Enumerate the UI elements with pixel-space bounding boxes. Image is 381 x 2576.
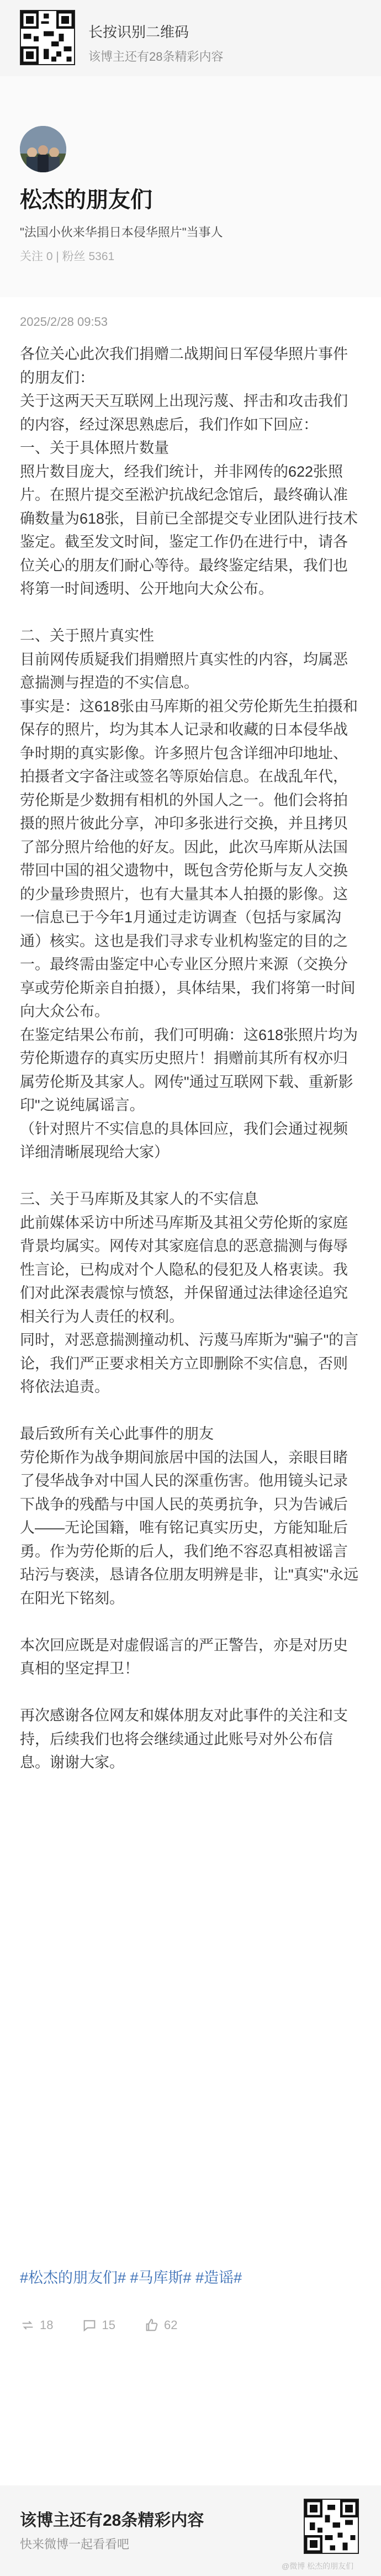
blank-line — [20, 1164, 361, 1188]
post-paragraph: 照片数目庞大，经我们统计，并非网传的622张照片。在照片提交至淞沪抗战纪念馆后，最终确认准确数量为618张，目前已全部提交专业团队进行技术鉴定。截至发文时间，鉴定工作仍在进行中，请各位关心的朋友们耐心等待。最终鉴定结果，我们也将第一时间透明、公开地向大众公布。 — [20, 463, 358, 597]
repost-button[interactable] — [20, 2318, 53, 2333]
blank-line — [20, 1399, 361, 1423]
post-paragraph: 二、关于照片真实性 — [20, 627, 154, 644]
post-date: 2025/2/28 09:53 — [20, 315, 108, 329]
post-paragraph: 事实是：这618张由马库斯的祖父劳伦斯先生拍摄和保存的照片，均为其本人记录和收藏的日本侵华战争时期的真实影像。许多照片包含详细冲印地址、拍摄者文字备注或签名等原始信息。在战乱年代，劳伦斯是少数拥有相机的外国人之一。他们会将拍摄的照片彼此分享，冲印多张进行交换，并且拷贝了部分照片给他的好友。因此，此次马库斯从法国带回中国的祖父遗物中，既包含劳伦斯与友人交换的少量珍贵照片，也有大量其本人拍摄的影像。这一信息已于今年1月通过走访调查（包括与家属沟通）核实。这也是我们寻求专业机构鉴定的目的之一。最终需由鉴定中心专业区分照片来源（交换分享或劳伦斯亲自拍摄），具体结果，我们将第一时间向大众公布。 — [20, 698, 358, 1020]
author-description: "法国小伙来华捐日本侵华照片"当事人 — [20, 225, 223, 239]
blank-line — [20, 1610, 361, 1634]
post-content — [20, 342, 361, 1775]
banner-subtitle: 该博主还有28条精彩内容 — [88, 50, 224, 64]
qr-code-icon[interactable] — [20, 10, 75, 65]
post-paragraph: 最后致所有关心此事件的朋友 — [20, 1426, 214, 1442]
post-paragraph: 关于这两天天互联网上出现污蔑、抨击和攻击我们的内容，经过深思熟虑后，我们作如下回应： — [20, 393, 348, 433]
post-paragraph: 再次感谢各位网友和媒体朋友对此事件的关注和支持，后续我们也将会继续通过此账号对外公布信息。谢谢大家。 — [20, 1707, 348, 1771]
repost-count: 18 — [40, 2318, 54, 2332]
like-button[interactable] — [144, 2318, 177, 2333]
qr-code-icon[interactable] — [304, 2499, 359, 2554]
comment-count: 15 — [102, 2318, 115, 2332]
bottom-banner-subtitle: 快来微博一起看看吧 — [20, 2537, 130, 2551]
top-banner — [0, 0, 381, 76]
post-paragraph: 此前媒体采访中所述马库斯及其祖父劳伦斯的家庭背景均属实。网传对其家庭信息的恶意揣测与侮辱性言论，已构成对个人隐私的侵犯及人格衷读。我们对此深表震惊与愤怒，并保留通过法律途径追究相关行为人责任的权利。 — [20, 1214, 348, 1325]
like-icon — [144, 2318, 160, 2333]
post-paragraph: 劳伦斯作为战争期间旅居中国的法国人，亲眼目睹了侵华战争对中国人民的深重伤害。他用镜头记录下战争的残酷与中国人民的英勇抗争，只为告诫后人——无论国籍，唯有铭记真实历史，方能知耻后勇。作为劳伦斯的后人，我们绝不容忍真相被谣言玷污与亵渎，恳请各位朋友明辨是非，让"真实"永远在阳光下铭刻。 — [20, 1449, 359, 1607]
bottom-banner-title: 该博主还有28条精彩内容 — [20, 2511, 204, 2530]
author-name[interactable]: 松杰的朋友们 — [20, 188, 152, 212]
like-count: 62 — [163, 2318, 178, 2332]
watermark: @微博 松杰的朋友们 — [282, 2562, 354, 2570]
post-paragraph: 一、关于具体照片数量 — [20, 440, 169, 456]
banner-title: 长按识别二维码 — [88, 24, 189, 40]
post-paragraph: 同时，对恶意揣测撞动机、污蔑马库斯为"骗子"的言论，我们严正要求相关方立即删除不实信息，否则将依法追责。 — [20, 1332, 359, 1395]
post-paragraph: （针对照片不实信息的具体回应，我们会通过视频详细清晰展现给大家） — [20, 1120, 348, 1160]
repost-icon — [20, 2318, 35, 2333]
blank-line — [20, 1681, 361, 1704]
comment-icon — [82, 2318, 97, 2333]
post-paragraph: 各位关心此次我们捐赠二战期间日军侵华照片事件的朋友们： — [20, 346, 348, 386]
action-bar — [20, 2309, 206, 2342]
post-paragraph: 目前网传质疑我们捐赠照片真实性的内容，均属恶意揣测与捏造的不实信息。 — [20, 651, 348, 691]
post-paragraph: 三、关于马库斯及其家人的不实信息 — [20, 1191, 258, 1207]
post-tags[interactable]: #松杰的朋友们# #马库斯# #造谣# — [20, 2269, 242, 2286]
comment-button[interactable] — [82, 2318, 115, 2333]
avatar[interactable] — [20, 126, 66, 172]
post-paragraph: 本次回应既是对虚假谣言的严正警告，亦是对历史真相的坚定捍卫！ — [20, 1637, 348, 1677]
author-stats: 关注 0 | 粉丝 5361 — [20, 250, 115, 263]
post-paragraph: 在鉴定结果公布前，我们可明确：这618张照片均为劳伦斯遗存的真实历史照片！捐赠前其所有权亦归属劳伦斯及其家人。网传"通过互联网下载、重新影印"之说纯属谣言。 — [20, 1026, 358, 1113]
blank-line — [20, 601, 361, 625]
